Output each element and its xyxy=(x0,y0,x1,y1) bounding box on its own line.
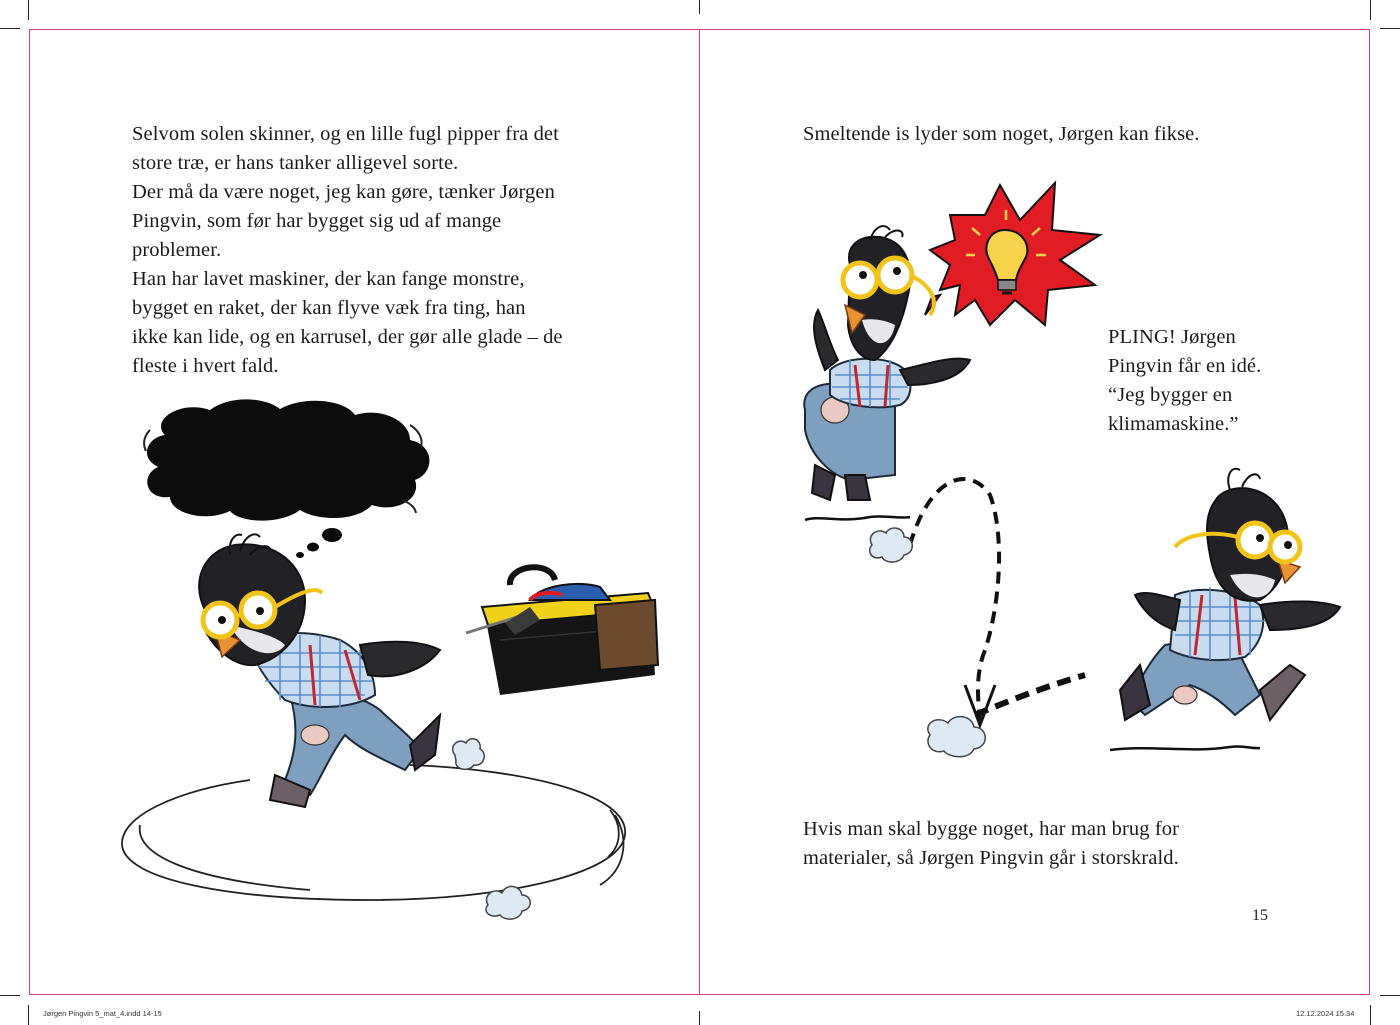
page-number: 15 xyxy=(1252,907,1268,924)
slug-file-info: Jørgen Pingvin 5_mat_4.indd 14-15 xyxy=(43,1009,162,1018)
text-line: Selvom solen skinner, og en lille fugl pipper fra det xyxy=(132,123,559,145)
text-line: Hvis man skal bygge noget, har man brug for xyxy=(803,818,1180,840)
right-page-intro xyxy=(803,120,1283,149)
text-line: PLING! Jørgen xyxy=(1108,326,1236,348)
idea-burst-icon xyxy=(925,183,1100,325)
illustration-idea-penguin xyxy=(790,175,1360,775)
dark-thought-cloud-icon xyxy=(144,399,429,558)
crop-mark xyxy=(1370,0,1371,20)
dust-puff-icon xyxy=(453,739,531,919)
dust-puff-icon xyxy=(870,528,986,757)
crop-mark xyxy=(1380,28,1400,29)
motion-trail xyxy=(122,765,625,900)
text-line: Smeltende is lyder som noget, Jørgen kan fikse. xyxy=(803,123,1200,145)
crop-mark xyxy=(699,1011,700,1025)
crop-mark xyxy=(1380,995,1400,996)
crop-mark xyxy=(0,28,20,29)
crop-mark xyxy=(699,0,700,14)
toolbox-icon xyxy=(466,567,658,695)
text-line: ikke kan lide, og en karrusel, der gør alle glade – de xyxy=(132,326,563,348)
text-line: Der må da være noget, jeg kan gøre, tænker Jørgen xyxy=(132,181,555,203)
penguin-character-icon xyxy=(804,226,970,500)
text-line: bygget en raket, der kan flyve væk fra ting, han xyxy=(132,297,526,319)
text-line: problemer. xyxy=(132,239,222,261)
spread-gutter xyxy=(699,29,700,995)
illustration-running-penguin xyxy=(110,395,670,980)
crop-mark xyxy=(28,1005,29,1025)
penguin-character-icon xyxy=(1120,469,1340,720)
text-line: materialer, så Jørgen Pingvin går i storskrald. xyxy=(803,847,1179,869)
jump-path xyxy=(910,479,999,720)
crop-mark xyxy=(0,995,20,996)
text-line: Han har lavet maskiner, der kan fange monstre, xyxy=(132,268,525,290)
text-line: “Jeg bygger en xyxy=(1108,384,1233,406)
crop-mark xyxy=(28,0,29,20)
slug-date: 12.12.2024 15.34 xyxy=(1296,1009,1355,1018)
penguin-character-icon xyxy=(199,534,440,807)
text-line: Pingvin, som før har bygget sig ud af mange xyxy=(132,210,502,232)
right-page-closing xyxy=(803,815,1253,873)
text-line: Pingvin får en idé. xyxy=(1108,355,1262,377)
left-page-paragraph xyxy=(132,120,602,381)
text-line: klimamaskine.” xyxy=(1108,413,1239,435)
crop-mark xyxy=(1370,1005,1371,1025)
text-line: store træ, er hans tanker alligevel sorte. xyxy=(132,152,459,174)
text-line: fleste i hvert fald. xyxy=(132,355,279,377)
